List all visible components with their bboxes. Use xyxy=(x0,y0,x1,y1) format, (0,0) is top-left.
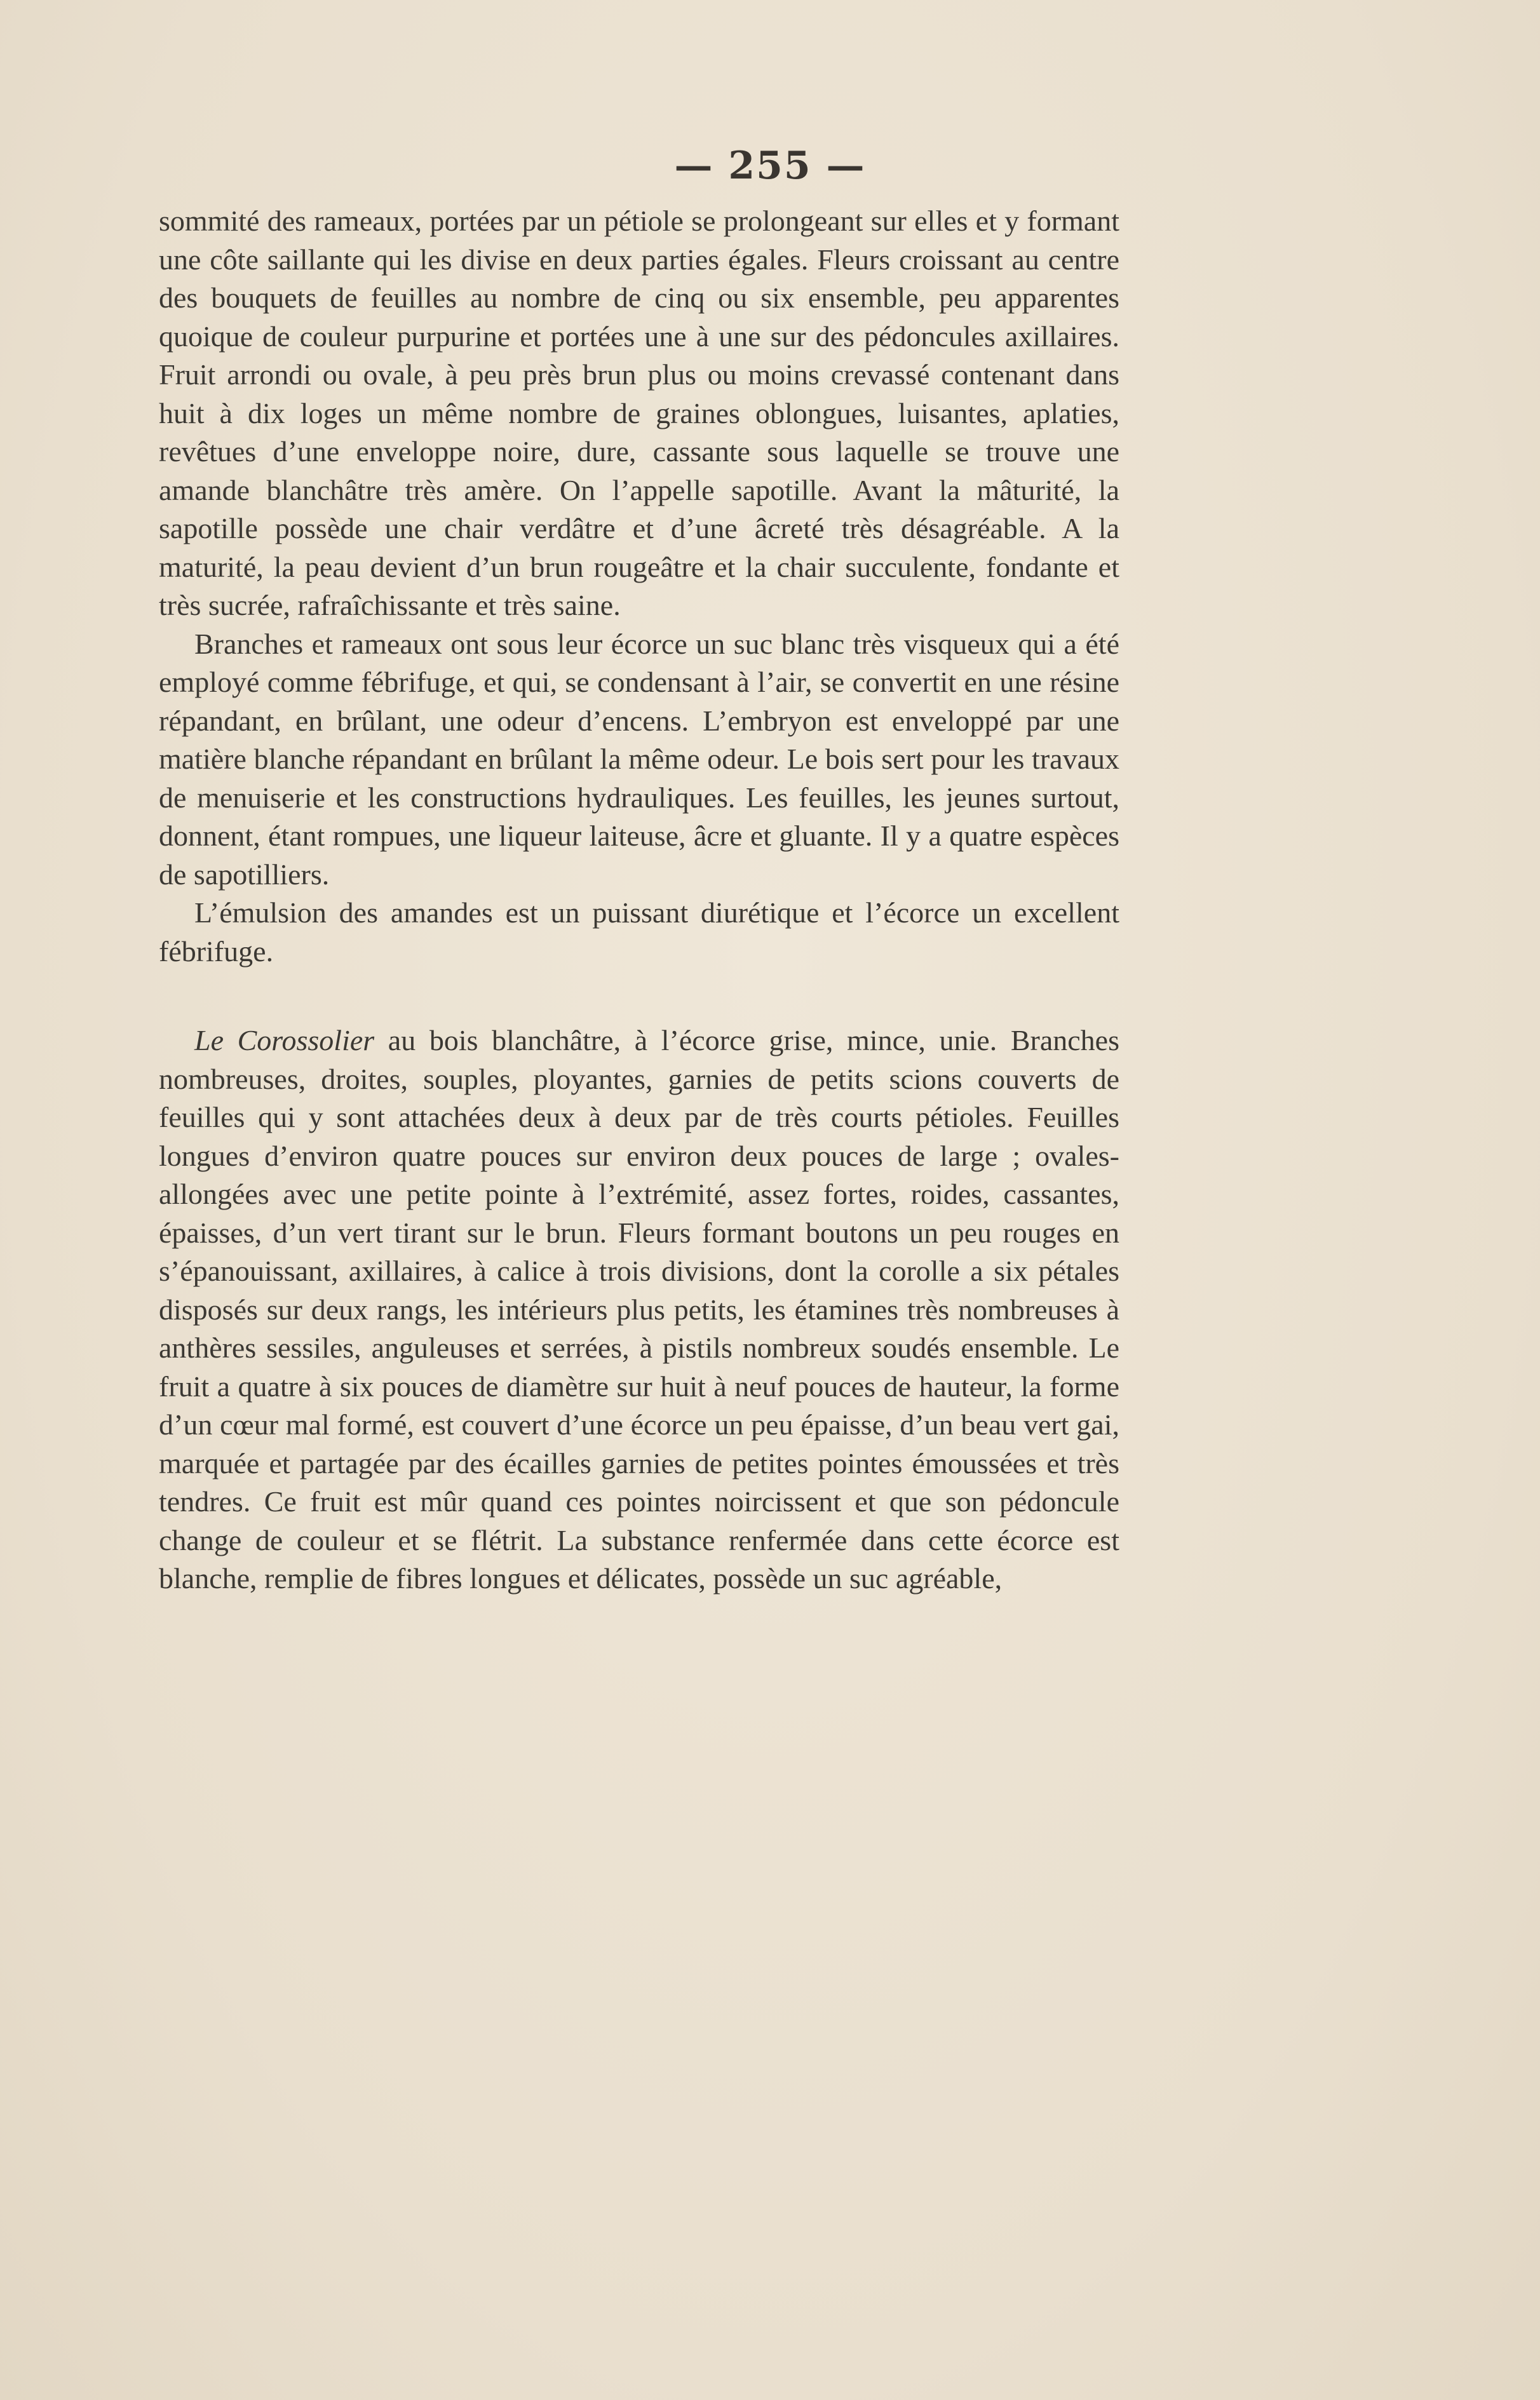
paragraph-sapotillier-uses: Branches et rameaux ont sous leur écorce un suc blanc très visqueux qui a été employé comme fébrifuge, et qui, se condensant à l’air, se convertit en une résine répandant, en brûlant, une odeur d’encens. L’embryon est enveloppé par une matière blanche répandant en brûlant la même odeur. Le bois sert pour les travaux de menuiserie et les constructions hydrauliques. Les feuilles, les jeunes surtout, donnent, étant rompues, une liqueur laiteuse, âcre et gluante. Il y a quatre espèces de sapotilliers. xyxy=(159,627,1119,891)
corossolier-heading: Le Corossolier xyxy=(194,1024,375,1056)
body-text xyxy=(159,202,1119,1598)
paragraph-corossolier xyxy=(159,1021,1119,1598)
corossolier-text: au bois blanchâtre, à l’écorce grise, mince, unie. Branches nombreuses, droites, souples, ployantes, garnies de petits scions couverts de feuilles qui y sont attachées deux à deux par de très courts pétioles. Feuilles longues d’environ quatre pouces sur environ deux pouces de large ; ovales-allongées avec une petite pointe à l’extrémité, assez fortes, roides, cassantes, épaisses, d’un vert tirant sur le brun. Fleurs formant boutons un peu rouges en s’épanouissant, axillaires, à calice à trois divisions, dont la corolle a six pétales disposés sur deux rangs, les intérieurs plus petits, les étamines très nombreuses à anthères sessiles, anguleuses et serrées, à pistils nombreux soudés ensemble. Le fruit a quatre à six pouces de diamètre sur huit à neuf pouces de hauteur, la forme d’un cœur mal formé, est couvert d’une écorce un peu épaisse, d’un beau vert gai, marquée et partagée par des écailles garnies de petites pointes émoussées et très tendres. Ce fruit est mûr quand ces pointes noircissent et que son pédoncule change de couleur et se flétrit. La substance renfermée dans cette écorce est blanche, remplie de fibres longues et délicates, possède un suc agréable, xyxy=(159,1024,1119,1594)
paragraph-sapotillier-description: sommité des rameaux, portées par un pétiole se prolongeant sur elles et y formant une côte saillante qui les divise en deux parties égales. Fleurs croissant au centre des bouquets de feuilles au nombre de cinq ou six ensemble, peu apparentes quoique de couleur purpurine et portées une à une sur des pédoncules axillaires. Fruit arrondi ou ovale, à peu près brun plus ou moins crevassé contenant dans huit à dix loges un même nombre de graines oblongues, luisantes, aplaties, revêtues d’une enveloppe noire, dure, cassante sous laquelle se trouve une amande blanchâtre très amère. On l’appelle sapotille. Avant la mâturité, la sapotille possède une chair verdâtre et d’une âcreté très désagréable. A la maturité, la peau devient d’un brun rougeâtre et la chair succulente, fondante et très sucrée, rafraîchissante et très saine. xyxy=(159,205,1119,621)
section-gap xyxy=(159,971,1119,1021)
paragraph-emulsion: L’émulsion des amandes est un puissant diurétique et l’écorce un excellent fébrifuge. xyxy=(159,896,1119,967)
page-number: — 255 — xyxy=(674,144,866,188)
